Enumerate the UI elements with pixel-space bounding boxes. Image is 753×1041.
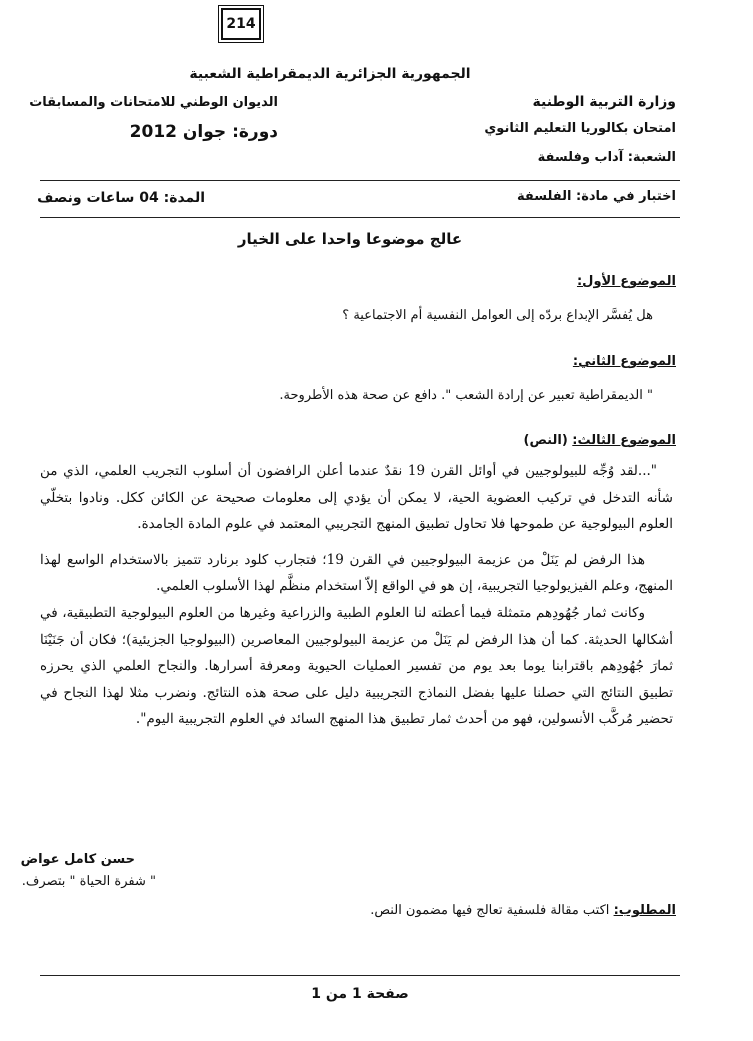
- page-number-box: 214: [221, 8, 261, 40]
- subject-divider: [40, 217, 680, 218]
- exam-title: امتحان بكالوريا التعليم الثانوي: [484, 121, 676, 136]
- duration: المدة: 04 ساعات ونصف: [37, 190, 205, 206]
- text-paragraph-3: وكانت ثمار جُهُودِهم متمثلة فيما أعطته لنا العلوم الطبية والزراعية وغيرها من العلوم البيولوجية التطبيقية، في أشكالها الحديثة. كما أن هذا الرفض لم يَنَلْ من عزيمة البيولوجيين المعاصرين (البيولوجيا الجزيئية)؛ فكان أن جَنَيْنَا ثمارَ جُهُودِهم باقترابنا يوما بعد يوم من تفسير العمليات الحيوية ومعرفة أسرارها. والنجاح العلمي الذي يحرزه تطبيق النتائج التي حصلنا عليها بفضل النماذج التجريبية دليل على صحة هذه النتائج. ونضرب مثلا لهذا النجاح في تحضير مُركَّب الأنسولين، فهو من أحدث ثمار تطبيق هذا المنهج السائد في العلوم التجريبية اليوم".: [40, 604, 673, 728]
- ministry: وزارة التربية الوطنية: [532, 94, 676, 110]
- required-text: اكتب مقالة فلسفية تعالج فيها مضمون النص.: [370, 903, 610, 918]
- topic-1-question: هل يُفسَّر الإبداع بردّه إلى العوامل النفسية أم الاجتماعية ؟: [342, 308, 653, 323]
- required-section: [370, 903, 676, 918]
- header-divider: [40, 180, 680, 181]
- text-paragraph-1: "...لقد وُجِّه للبيولوجيين في أوائل القرن 19 نقدٌ عندما أعلن الرافضون أن أسلوب التجريب العلمي، الذي من شأنه التدخل في تركيب العضوية الحية، لا يمكن أن يؤدي إلى معلومات صحيحة عن الكائن ككل. ونادوا بتخلّي العلوم البيولوجية عن طموحها فلا تحاول تطبيق المنهج التجريبي المعتمد في علوم المادة الجامدة.: [40, 463, 673, 533]
- instruction-title: عالج موضوعا واحدا على الخيار: [237, 230, 463, 248]
- subject: اختبار في مادة: الفلسفة: [517, 189, 676, 204]
- topic-3-title-suffix: (النص): [523, 433, 568, 448]
- topic-3-title: الموضوع الثالث:: [572, 433, 676, 448]
- topic-3-text: [40, 458, 673, 733]
- page-footer: صفحة 1 من 1: [311, 986, 409, 1002]
- exam-session: دورة: جوان 2012: [129, 122, 278, 142]
- topic-2-title: الموضوع الثاني:: [572, 354, 676, 369]
- topic-1-title: الموضوع الأول:: [576, 274, 676, 289]
- branch: الشعبة: آداب وفلسفة: [537, 150, 676, 165]
- topic-1-heading: [577, 274, 676, 289]
- text-source: " شفرة الحياة " بتصرف.: [21, 874, 156, 889]
- footer-divider: [40, 975, 680, 976]
- topic-2-statement: " الديمقراطية تعبير عن إرادة الشعب ". دافع عن صحة هذه الأطروحة.: [279, 388, 653, 403]
- topic-3-heading: [524, 433, 677, 448]
- topic-2-heading: [573, 354, 676, 369]
- exam-office: الديوان الوطني للامتحانات والمسابقات: [29, 95, 278, 110]
- text-author: حسن كامل عواض: [20, 852, 135, 867]
- required-label: المطلوب:: [613, 903, 676, 918]
- text-paragraph-2: هذا الرفض لم يَنَلْ من عزيمة البيولوجيين في القرن 19؛ فتجارب كلود برنارد تتميز بالاستخدام الواسع لهذا المنهج، وعلم الفيزيولوجيا التجريبية، إن هو في الواقع إلاّ استخدام منظَّم لهذا الأسلوب العلمي.: [40, 551, 673, 595]
- republic-title: الجمهورية الجزائرية الديمقراطية الشعبية: [189, 66, 471, 82]
